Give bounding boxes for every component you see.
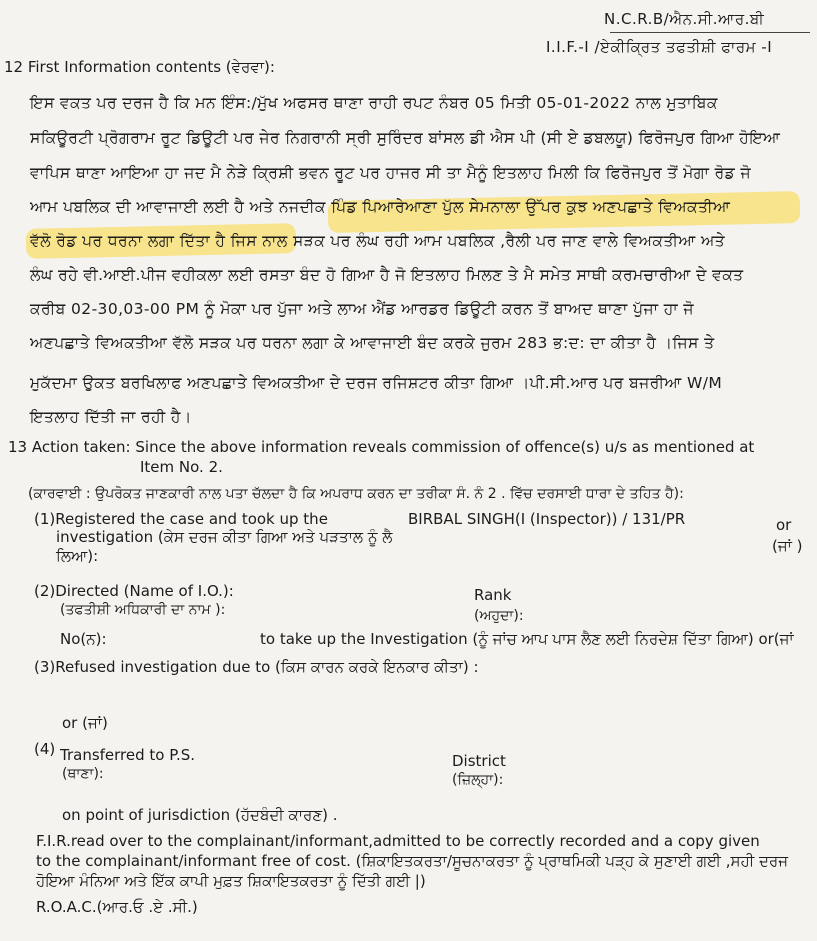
item1-label-pa-2: ਲਿਆ): xyxy=(56,547,99,565)
body-line: ਆਮ ਪਬਲਿਕ ਦੀ ਆਵਾਜਾਈ ਲਈ ਹੈ ਅਤੇ ਨਜਦੀਕ ਪਿੰਡ ਪਿਆਰੇਆਣਾ ਪੁੱਲ ਸੇਮਨਾਲਾ ਉੱਪਰ ਕੁਝ ਅਣਪਛਾਤੇ ਵਿਅਕਤੀਆ xyxy=(30,198,731,216)
district-label: District xyxy=(452,752,506,770)
fir-read-line-2: to the complainant/informant free of cost. (ਸ਼ਿਕਾਇਤਕਰਤਾ/ਸੂਚਨਾਕਰਤਾ ਨੂੰ ਪ੍ਰਾਥਮਿਕੀ ਪੜ੍ਹ ਕੇ ਸੁਣਾਈ ਗਈ ,ਸਹੀ ਦਰਜ xyxy=(36,852,789,870)
fir-read-line-3: ਹੋਇਆ ਮੰਨਿਆ ਅਤੇ ਇੱਕ ਕਾਪੀ ਮੁਫ਼ਤ ਸ਼ਿਕਾਇਤਕਰਤਾ ਨੂੰ ਦਿੱਤੀ ਗਈ |) xyxy=(36,872,426,890)
body-line: ਮੁਕੱਦਮਾ ਉਕਤ ਬਰਖਿਲਾਫ ਅਣਪਛਾਤੇ ਵਿਅਕਤੀਆ ਦੇ ਦਰਜ ਰਜਿਸ਼ਟਰ ਕੀਤਾ ਗਿਆ ।ਪੀ.ਸੀ.ਆਰ ਪਰ ਬਜਰੀਆ W/M xyxy=(30,374,723,392)
item3-label: (3)Refused investigation due to (ਕਿਸ ਕਾਰਨ ਕਰਕੇ ਇਨਕਾਰ ਕੀਤਾ) : xyxy=(34,658,479,676)
body-line: ਇਤਲਾਹ ਦਿੱਤੀ ਜਾ ਰਹੀ ਹੈ। xyxy=(30,408,192,426)
body-line: ਕਰੀਬ 02-30,03-00 PM ਨੂੰ ਮੋਕਾ ਪਰ ਪੁੱਜਾ ਅਤੇ ਲਾਅ ਐਂਡ ਆਰਡਰ ਡਿਊਟੀ ਕਰਨ ਤੋਂ ਬਾਅਦ ਥਾਣਾ ਪੁੱਜਾ ਹਾ ਜੋ xyxy=(30,300,694,318)
item4-label: Transferred to P.S. xyxy=(60,746,195,764)
district-label-pa: (ਜ਼ਿਲ੍ਹਾ): xyxy=(452,772,504,788)
rank-label-pa: (ਅਹੁਦਾ): xyxy=(474,608,524,624)
item1-or: or xyxy=(776,516,792,534)
item2-take-up: to take up the Investigation (ਨੂੰ ਜਾਂਚ ਆਪ ਪਾਸ ਲੈਣ ਲਈ ਨਿਰਦੇਸ਼ ਦਿੱਤਾ ਗਿਆ) or(ਜਾਂ xyxy=(260,630,794,648)
item3-or: or (ਜਾਂ) xyxy=(62,714,108,732)
body-line: ਵਾਪਿਸ ਥਾਣਾ ਆਇਆ ਹਾ ਜਦ ਮੈ ਨੇੜੇ ਕ੍ਰਿਸ਼ੀ ਭਵਨ ਰੂਟ ਪਰ ਹਾਜਰ ਸੀ ਤਾ ਮੈਨੂੰ ਇਤਲਾਹ ਮਿਲੀ ਕਿ ਫਿਰੋਜਪੁਰ ਤੋਂ ਮੋਗਾ ਰੋਡ ਜੋ xyxy=(30,164,751,182)
section-13-punjabi: (ਕਾਰਵਾਈ : ਉਪਰੋਕਤ ਜਾਣਕਾਰੀ ਨਾਲ ਪਤਾ ਚੱਲਦਾ ਹੈ ਕਿ ਅਪਰਾਧ ਕਰਨ ਦਾ ਤਰੀਕਾ ਸੰ. ਨੰ 2 . ਵਿੱਚ ਦਰਸਾਈ ਧਾਰਾ ਦੇ ਤਹਿਤ ਹੈ): xyxy=(28,486,684,502)
item4-num: (4) xyxy=(34,740,56,758)
roac-label: R.O.A.C.(ਆਰ.ਓ .ਏ .ਸੀ.) xyxy=(36,898,198,916)
item1-label: (1)Registered the case and took up the xyxy=(34,510,328,528)
item2-no: No(ਨ): xyxy=(60,630,107,648)
iif-header: I.I.F.-I /ਏਕੀਕ੍ਰਿਤ ਤਫਤੀਸ਼ੀ ਫਾਰਮ -I xyxy=(546,38,773,56)
body-line: ਅਣਪਛਾਤੇ ਵਿਅਕਤੀਆ ਵੱਲੋ ਸੜਕ ਪਰ ਧਰਨਾ ਲਗਾ ਕੇ ਆਵਾਜਾਈ ਬੰਦ ਕਰਕੇ ਜੁਰਮ 283 ਭ:ਦ: ਦਾ ਕੀਤਾ ਹੈ ।ਜਿਸ ਤੇ xyxy=(30,334,715,352)
item2-label-pa: (ਤਫਤੀਸ਼ੀ ਅਧਿਕਾਰੀ ਦਾ ਨਾਮ ): xyxy=(60,602,226,618)
jurisdiction-text: on point of jurisdiction (ਹੱਦਬੰਦੀ ਕਾਰਣ) . xyxy=(62,806,338,824)
body-line: ਸਕਿਊਰਟੀ ਪ੍ਰੋਗਰਾਮ ਰੂਟ ਡਿਊਟੀ ਪਰ ਜੇਰ ਨਿਗਰਾਨੀ ਸ੍ਰੀ ਸੁਰਿੰਦਰ ਬਾਂਸਲ ਡੀ ਐਸ ਪੀ (ਸੀ ਏ ਡਬਲਯੂ) ਫਿਰੋਜਪੁਰ ਗਿਆ ਹੋਇਆ xyxy=(30,129,781,147)
body-line: ਇਸ ਵਕਤ ਪਰ ਦਰਜ ਹੈ ਕਿ ਮਨ ਇੰਸ:/ਮੁੱਖ ਅਫਸਰ ਥਾਣਾ ਰਾਹੀ ਰਪਟ ਨੰਬਰ 05 ਮਿਤੀ 05-01-2022 ਨਾਲ ਮੁਤਾਬਿਕ xyxy=(30,94,718,112)
section-12-title: 12 First Information contents (ਵੇਰਵਾ): xyxy=(4,58,275,76)
header-rule xyxy=(610,32,810,33)
fir-read-line-1: F.I.R.read over to the complainant/informant,admitted to be correctly recorded and a copy given xyxy=(36,832,760,850)
ncrb-header: N.C.R.B/ਐਨ.ਸੀ.ਆਰ.ਬੀ xyxy=(604,10,765,28)
investigating-officer: BIRBAL SINGH(I (Inspector)) / 131/PR xyxy=(408,510,686,528)
section-13-item-ref: Item No. 2. xyxy=(140,458,223,476)
rank-label: Rank xyxy=(474,586,512,604)
section-13-title: 13 Action taken: Since the above information reveals commission of offence(s) u/s as mentioned at xyxy=(8,438,755,456)
item4-label-pa: (ਥਾਣਾ): xyxy=(62,766,104,782)
body-line: ਲੰਘ ਰਹੇ ਵੀ.ਆਈ.ਪੀਜ ਵਹੀਕਲਾ ਲਈ ਰਸਤਾ ਬੰਦ ਹੋ ਗਿਆ ਹੈ ਜੋ ਇਤਲਾਹ ਮਿਲਣ ਤੇ ਮੈ ਸਮੇਤ ਸਾਥੀ ਕਰਮਚਾਰੀਆ ਦੇ ਵਕਤ xyxy=(30,266,744,284)
body-line: ਵੱਲੋ ਰੋਡ ਪਰ ਧਰਨਾ ਲਗਾ ਦਿੱਤਾ ਹੈ ਜਿਸ ਨਾਲ ਸੜਕ ਪਰ ਲੰਘ ਰਹੀ ਆਮ ਪਬਲਿਕ ,ਰੈਲੀ ਪਰ ਜਾਣ ਵਾਲੇ ਵਿਅਕਤੀਆ ਅਤੇ xyxy=(30,232,726,250)
item1-or-pa: (ਜਾਂ ) xyxy=(772,537,803,555)
item2-label: (2)Directed (Name of I.O.): xyxy=(34,582,234,600)
item1-label-pa: investigation (ਕੇਸ ਦਰਜ ਕੀਤਾ ਗਿਆ ਅਤੇ ਪੜਤਾਲ ਨੂੰ ਲੈ xyxy=(56,528,393,546)
